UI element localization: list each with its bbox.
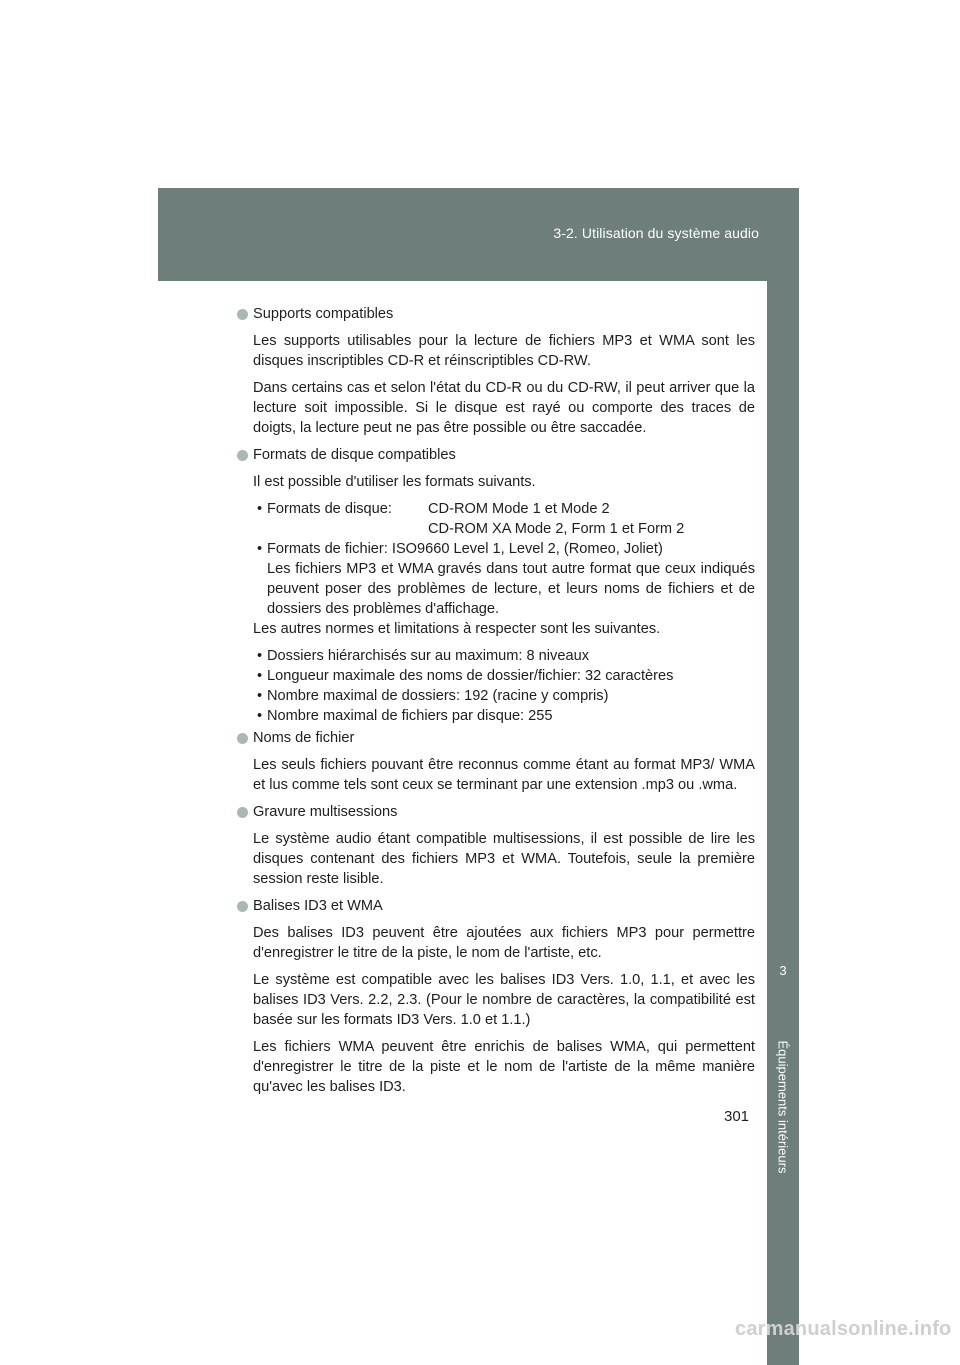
list-item-text: Dossiers hiérarchisés sur au maximum: 8 niveaux [267, 648, 589, 664]
list-bullet-icon: • [257, 541, 263, 557]
list-item [253, 539, 755, 619]
paragraph: Le système est compatible avec les balises ID3 Vers. 1.0, 1.1, et avec les balises ID3 Vers. 2.2, 2.3. (Pour le nombre de caractères, la compatibilité est basée sur les formats ID3 Vers. 1.0 et 1.1.) [253, 972, 755, 1028]
paragraph: Dans certains cas et selon l'état du CD-R ou du CD-RW, il peut arriver que la lecture soit impossible. Si le disque est rayé ou comporte des traces de doigts, la lecture peut ne pas être possible ou être saccadée. [253, 380, 755, 436]
list-item-text: Nombre maximal de dossiers: 192 (racine y compris) [267, 688, 609, 704]
section-tags [236, 896, 755, 1097]
chapter-side-tab [767, 281, 799, 1365]
list-bullet-icon: • [257, 501, 263, 517]
section-title-text: Noms de fichier [253, 730, 355, 746]
list-bullet-icon: • [257, 668, 263, 684]
list-item [253, 666, 755, 686]
limits-list [253, 646, 755, 726]
list-item [253, 706, 755, 726]
paragraph: Des balises ID3 peuvent être ajoutées aux fichiers MP3 pour permettre d'enregistrer le titre de la piste, le nom de l'artiste, etc. [253, 925, 755, 961]
page-content [236, 304, 755, 1097]
list-item [253, 499, 755, 539]
paragraph: Les supports utilisables pour la lecture de fichiers MP3 et WMA sont les disques inscriptibles CD-R et réinscriptibles CD-RW. [253, 333, 755, 369]
format-row [267, 499, 755, 539]
page-number: 301 [724, 1108, 750, 1125]
watermark: carmanualsonline.info [735, 1318, 952, 1340]
section-title-text: Formats de disque compatibles [253, 447, 456, 463]
list-item [253, 646, 755, 666]
paragraph: Les fichiers WMA peuvent être enrichis de balises WMA, qui permettent d'enregistrer le titre de la piste et le nom de l'artiste de la même manière qu'avec les balises ID3. [253, 1039, 755, 1095]
chapter-number: 3 [779, 963, 787, 978]
paragraph: Il est possible d'utiliser les formats suivants. [253, 474, 536, 490]
section-title-text: Balises ID3 et WMA [253, 898, 383, 914]
format-list [253, 499, 755, 619]
circle-bullet-icon [237, 733, 248, 744]
section-title [236, 802, 755, 822]
section-supports [236, 304, 755, 438]
chapter-title: 3-2. Utilisation du système audio [553, 225, 759, 241]
list-item-note: Les fichiers MP3 et WMA gravés dans tout autre format que ceux indiqués peuvent poser des problèmes de lecture, et leurs noms de fichiers et de dossiers des problèmes d'affichage. [267, 561, 755, 617]
section-title-text: Gravure multisessions [253, 804, 398, 820]
paragraph: Les autres normes et limitations à respecter sont les suivantes. [253, 621, 661, 637]
list-item-text: Formats de fichier: ISO9660 Level 1, Level 2, (Romeo, Joliet) [267, 541, 663, 557]
section-title [236, 304, 755, 324]
format-value [428, 499, 684, 539]
list-bullet-icon: • [257, 708, 263, 724]
list-item-text: Longueur maximale des noms de dossier/fichier: 32 caractères [267, 668, 674, 684]
paragraph: Les seuls fichiers pouvant être reconnus comme étant au format MP3/ WMA et lus comme tels sont ceux se terminant par une extension .mp3 ou .wma. [253, 757, 755, 793]
list-item [253, 686, 755, 706]
format-value-line: CD-ROM Mode 1 et Mode 2 [428, 501, 610, 517]
chapter-label-text: Équipements intérieurs [775, 1040, 791, 1174]
list-item-text: Nombre maximal de fichiers par disque: 255 [267, 708, 553, 724]
paragraph: Le système audio étant compatible multisessions, il est possible de lire les disques contenant des fichiers MP3 et WMA. Toutefois, seule la première session reste lisible. [253, 831, 755, 887]
section-title [236, 728, 755, 748]
circle-bullet-icon [237, 450, 248, 461]
circle-bullet-icon [237, 309, 248, 320]
circle-bullet-icon [237, 807, 248, 818]
section-title [236, 896, 755, 916]
chapter-header [158, 188, 799, 281]
section-title-text: Supports compatibles [253, 306, 394, 322]
format-value-line: CD-ROM XA Mode 2, Form 1 et Form 2 [428, 521, 685, 537]
section-multisession [236, 802, 755, 889]
circle-bullet-icon [237, 901, 248, 912]
section-formats [236, 445, 755, 726]
list-bullet-icon: • [257, 648, 263, 664]
section-filenames [236, 728, 755, 795]
format-label: Formats de disque: [267, 501, 392, 517]
section-title [236, 445, 755, 465]
list-bullet-icon: • [257, 688, 263, 704]
